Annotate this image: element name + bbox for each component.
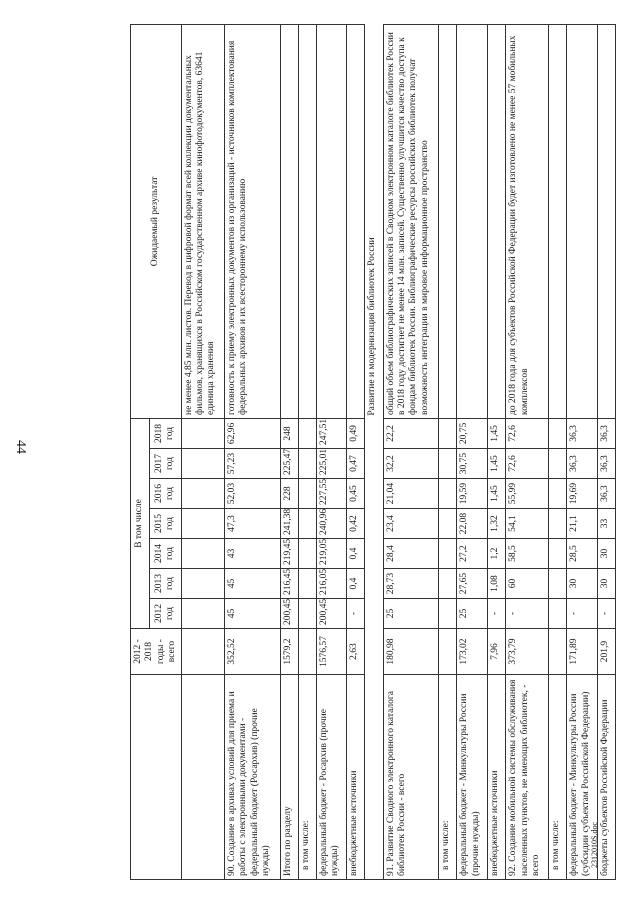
row-year-value: 28,5 [567,539,598,569]
row-year-value: 200,45 [316,599,347,629]
row-name: федеральный бюджет - Росархив (прочие нужды) [316,675,347,880]
row-year-value: 43 [224,539,280,569]
header-year: 2013 год [149,569,181,599]
row-year-value [298,569,316,599]
header-year: 2016 год [149,479,181,509]
row-year-value: 33 [598,509,616,539]
row-year-value: 23,4 [383,509,439,539]
row-name: в том числе: [298,675,316,880]
table-row [567,24,598,879]
table-row [549,24,567,879]
row-result [549,24,567,418]
row-result: не менее 4,85 млн. листов. Перевод в цифровой формат всей коллекции документальных фильмов, хранящихся в Российском государственном архиве кинофотодокументов, 63641 единица хранения [181,24,224,418]
row-year-value: 219,05 [316,539,347,569]
row-year-value: 57,23 [224,449,280,479]
row-year-value: 27,2 [457,539,488,569]
row-year-value: 36,3 [598,479,616,509]
row-year-value [439,509,457,539]
row-year-value [439,449,457,479]
table-row [506,24,549,879]
row-year-value: 54,1 [506,509,549,539]
row-name: в том числе: [549,675,567,880]
row-result [347,24,365,418]
row-year-value: 0,4 [347,539,365,569]
header-name [131,675,182,880]
row-result: готовность к приему электронных документов из организаций - источников комплектования федеральных архивов и их всестороннему использованию [224,24,280,418]
row-total: 7,96 [488,629,506,675]
row-result [598,24,616,418]
header-total: 2012 - 2018 годы - всего [131,629,182,675]
row-year-value: 227,55 [316,479,347,509]
row-result [567,24,598,418]
row-year-value: 28,4 [383,539,439,569]
row-year-value: 30 [598,539,616,569]
row-year-value: 21,04 [383,479,439,509]
row-year-value: 32,2 [383,449,439,479]
row-year-value: 1,45 [488,449,506,479]
row-year-value: 216,05 [316,569,347,599]
row-year-value: 248 [280,418,298,448]
row-name: бюджеты субъектов Российской Федерации [598,675,616,880]
row-year-value: 52,03 [224,479,280,509]
table-row [457,24,488,879]
row-year-value: 0,45 [347,479,365,509]
row-year-value [439,479,457,509]
row-year-value: 1,2 [488,539,506,569]
row-year-value [439,569,457,599]
row-year-value: 1,45 [488,479,506,509]
row-year-value [549,599,567,629]
row-year-value: 30,75 [457,449,488,479]
row-year-value [298,509,316,539]
table-row [347,24,365,879]
row-name: в том числе: [439,675,457,880]
row-year-value [549,509,567,539]
row-year-value: 247,51 [316,418,347,448]
row-year-value: 27,65 [457,569,488,599]
row-year-value [549,539,567,569]
row-total [181,629,224,675]
row-name: внебюджетные источники [488,675,506,880]
row-total: 1579,2 [280,629,298,675]
row-year-value: 36,3 [567,449,598,479]
table-row [316,24,347,879]
row-year-value: 1,08 [488,569,506,599]
row-year-value: - [488,599,506,629]
row-result: до 2018 года для субъектов Российской Федерации будет изготовлено не менее 57 мобильных комплексов [506,24,549,418]
row-year-value [298,418,316,448]
row-year-value [181,539,224,569]
section-row [365,24,383,879]
row-total: 373,79 [506,629,549,675]
row-name [181,675,224,880]
row-year-value [439,539,457,569]
row-year-value [181,599,224,629]
row-year-value: 47,3 [224,509,280,539]
table-row [181,24,224,879]
row-year-value [549,569,567,599]
footer-filename: 2312010S.doc [590,822,599,868]
row-result [488,24,506,418]
row-year-value: - [598,599,616,629]
row-year-value: 30 [598,569,616,599]
row-year-value [298,539,316,569]
header-year: 2017 год [149,449,181,479]
row-year-value: 45 [224,569,280,599]
row-result: общий объем библиографических записей в Сводном электронном каталоге библиотек России в 2018 году достигнет не менее 14 млн. записей. Существенно улучшится качество доступа к фондам библиотек России. Библиографические ресурсы российских библиотек получат возможность интеграции в мировое информационное пространство [383,24,439,418]
page-number: 44 [13,440,28,454]
row-year-value: 25 [457,599,488,629]
row-total: 171,89 [567,629,598,675]
row-name: 90. Создание в архивах условий для приема и работы с электронными документами - федеральный бюджет (Росархив) (прочие нужды) [224,675,280,880]
table-row [383,24,439,879]
row-name: 92. Создание мобильной системы обслуживания населенных пунктов, не имеющих библиотек, - всего [506,675,549,880]
row-year-value: 225,01 [316,449,347,479]
row-year-value [549,449,567,479]
row-year-value: 30 [567,569,598,599]
row-name: федеральный бюджет - Минкультуры России (прочие нужды) [457,675,488,880]
row-year-value: 60 [506,569,549,599]
row-year-value: 228 [280,479,298,509]
row-total: 173,02 [457,629,488,675]
row-year-value: 200,45 [280,599,298,629]
table-row [224,24,280,879]
row-year-value: 22,08 [457,509,488,539]
row-total: 1576,57 [316,629,347,675]
row-result [457,24,488,418]
row-year-value: 36,3 [598,418,616,448]
row-year-value: 22,2 [383,418,439,448]
row-year-value: 0,49 [347,418,365,448]
table-row [598,24,616,879]
row-year-value: 1,45 [488,418,506,448]
row-year-value: 55,99 [506,479,549,509]
row-year-value: 36,3 [567,418,598,448]
row-year-value: 62,96 [224,418,280,448]
row-year-value [298,449,316,479]
row-year-value: 1,32 [488,509,506,539]
row-year-value: 72,6 [506,418,549,448]
row-year-value: 19,69 [567,479,598,509]
row-total: 201,9 [598,629,616,675]
table-row [488,24,506,879]
header-group: В том числе [131,418,150,628]
row-total [439,629,457,675]
row-year-value: 36,3 [598,449,616,479]
row-year-value: - [567,599,598,629]
table-body [181,24,616,879]
row-result [298,24,316,418]
table-row [280,24,298,879]
row-name: Итого по разделу [280,675,298,880]
row-total [298,629,316,675]
row-year-value: 0,4 [347,569,365,599]
row-name: внебюджетные источники [347,675,365,880]
row-year-value [181,509,224,539]
row-year-value: 21,1 [567,509,598,539]
table-row [439,24,457,879]
header-year: 2014 год [149,539,181,569]
row-total [549,629,567,675]
row-year-value: - [506,599,549,629]
row-result [280,24,298,418]
row-year-value: 58,5 [506,539,549,569]
row-year-value [181,418,224,448]
header-year: 2018 год [149,418,181,448]
header-row-1 [131,24,150,879]
row-year-value: - [347,599,365,629]
row-year-value: 240,96 [316,509,347,539]
row-year-value: 25 [383,599,439,629]
row-year-value: 219,45 [280,539,298,569]
table-row [298,24,316,879]
row-total: 2,63 [347,629,365,675]
row-year-value: 0,47 [347,449,365,479]
row-year-value: 19,59 [457,479,488,509]
row-year-value: 225,47 [280,449,298,479]
row-year-value: 45 [224,599,280,629]
row-year-value [181,449,224,479]
section-spacer [365,629,383,880]
row-year-value: 72,6 [506,449,549,479]
row-year-value: 28,73 [383,569,439,599]
row-year-value: 0,42 [347,509,365,539]
row-name: федеральный бюджет - Минкультуры России (субсидии субъектам Российской Федерации) [567,675,598,880]
header-year: 2012 год [149,599,181,629]
section-title: Развитие и модернизация библиотек России [365,24,383,628]
row-year-value [439,599,457,629]
row-year-value [439,418,457,448]
row-year-value [181,479,224,509]
row-name: 91. Развитие Сводного электронного каталога библиотек России - всего [383,675,439,880]
header-year: 2015 год [149,509,181,539]
row-total: 352,52 [224,629,280,675]
row-year-value: 216,45 [280,569,298,599]
row-year-value [549,418,567,448]
row-year-value: 20,75 [457,418,488,448]
row-year-value [298,599,316,629]
row-year-value: 241,38 [280,509,298,539]
row-result [439,24,457,418]
rotated-page [130,25,610,880]
budget-table [130,24,616,880]
row-year-value [181,569,224,599]
header-result: Ожидаемый результат [131,24,182,418]
row-result [316,24,347,418]
row-year-value [298,479,316,509]
row-year-value [549,479,567,509]
row-total: 180,98 [383,629,439,675]
